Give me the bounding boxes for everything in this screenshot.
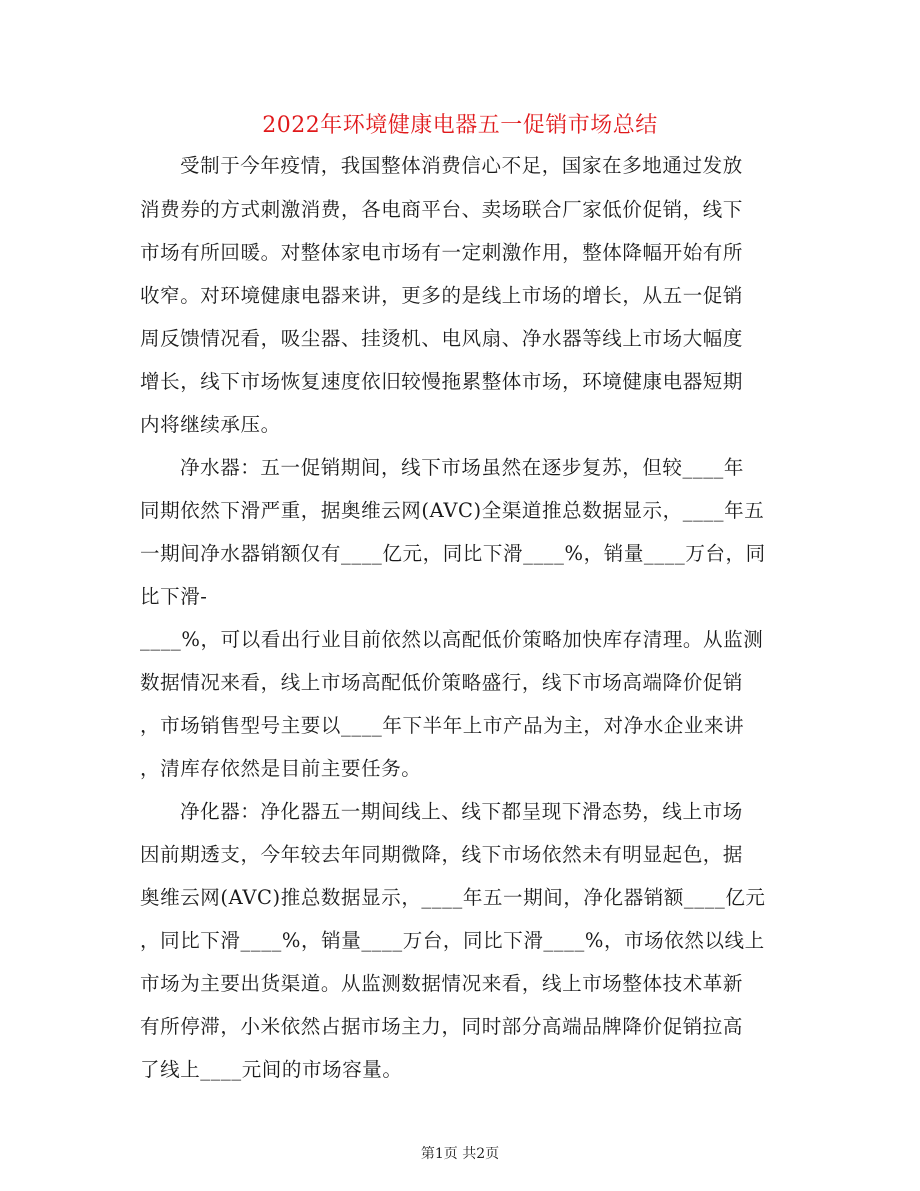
paragraph-line: 了线上____元间的市场容量。 (140, 1058, 403, 1081)
paragraph-line: 内将继续承压。 (140, 413, 281, 436)
paragraph-line: ，市场销售型号主要以____年下半年上市产品为主，对净水企业来讲 (140, 714, 745, 737)
paragraph-line: 因前期透支，今年较去年同期微降，线下市场依然未有明显起色，据 (140, 843, 744, 866)
paragraph-line: 周反馈情况看，吸尘器、挂烫机、电风扇、净水器等线上市场大幅度 (140, 327, 744, 350)
paragraph-line: 受制于今年疫情，我国整体消费信心不足，国家在多地通过发放 (180, 154, 743, 177)
paragraph-line: 有所停滞，小米依然占据市场主力，同时部分高端品牌降价促销拉高 (140, 1015, 744, 1038)
paragraph-line: 数据情况来看，线上市场高配低价策略盛行，线下市场高端降价促销 (140, 671, 744, 694)
paragraph-line: 同期依然下滑严重，据奥维云网(AVC)全渠道推总数据显示，____年五 (140, 499, 765, 522)
paragraph-line: 净化器：净化器五一期间线上、线下都呈现下滑态势，线上市场 (180, 800, 743, 823)
paragraph-line: 一期间净水器销额仅有____亿元，同比下滑____%，销量____万台，同 (140, 542, 766, 565)
paragraph-line: ，同比下滑____%，销量____万台，同比下滑____%，市场依然以线上 (140, 929, 765, 952)
paragraph-line: 市场有所回暖。对整体家电市场有一定刺激作用，整体降幅开始有所 (140, 241, 744, 264)
paragraph-line: 增长，线下市场恢复速度依旧较慢拖累整体市场，环境健康电器短期 (140, 370, 744, 393)
paragraph-line: 净水器：五一促销期间，线下市场虽然在逐步复苏，但较____年 (180, 456, 745, 479)
paragraph-line: 比下滑- (140, 585, 208, 608)
page-number-footer: 第1页 共2页 (420, 1146, 500, 1162)
paragraph-line: ____%，可以看出行业目前依然以高配低价策略加快库存清理。从监测 (140, 628, 764, 651)
document-title: 2022年环境健康电器五一促销市场总结 (262, 113, 658, 138)
paragraph-line: 收窄。对环境健康电器来讲，更多的是线上市场的增长，从五一促销 (140, 284, 744, 307)
paragraph-line: 消费券的方式刺激消费，各电商平台、卖场联合厂家低价促销，线下 (140, 198, 744, 221)
paragraph-line: ，清库存依然是目前主要任务。 (140, 757, 422, 780)
paragraph-line: 奥维云网(AVC)推总数据显示，____年五一期间，净化器销额____亿元 (140, 886, 766, 909)
paragraph-line: 市场为主要出货渠道。从监测数据情况来看，线上市场整体技术革新 (140, 972, 744, 995)
